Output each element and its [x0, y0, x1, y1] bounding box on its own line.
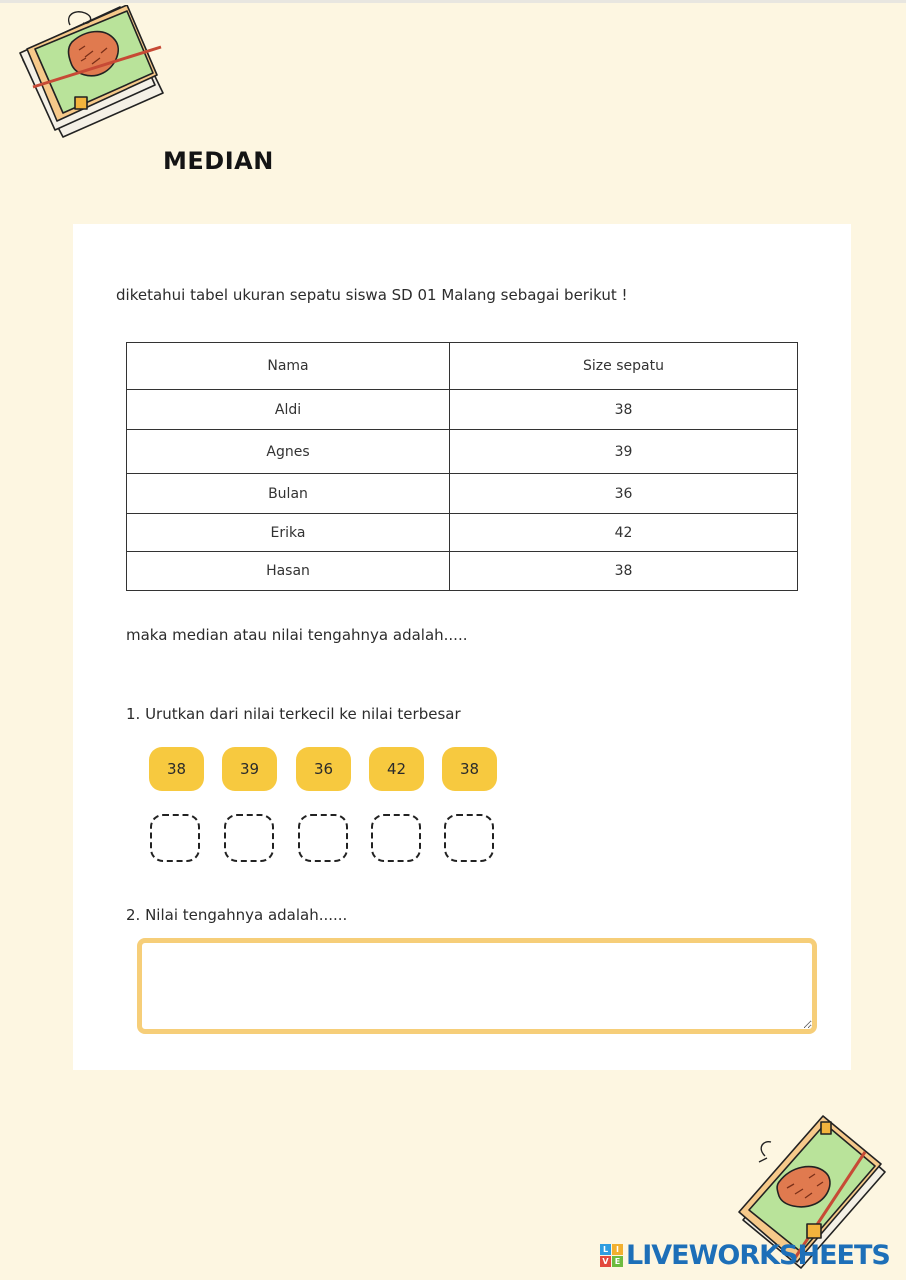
table-cell-size: 38 [450, 390, 798, 430]
table-header-size: Size sepatu [450, 343, 798, 390]
brand-logo-letter: V [600, 1256, 611, 1267]
brand-logo-letter: I [612, 1244, 623, 1255]
step2-label: 2. Nilai tengahnya adalah...... [126, 906, 348, 924]
table-cell-name: Agnes [127, 430, 450, 474]
table-cell-name: Erika [127, 514, 450, 552]
drag-chip[interactable]: 39 [222, 747, 277, 791]
drag-chip[interactable]: 38 [149, 747, 204, 791]
page-title: MEDIAN [163, 147, 274, 175]
brand-logo-letter: E [612, 1256, 623, 1267]
worksheet-card [73, 224, 851, 1070]
table-cell-size: 39 [450, 430, 798, 474]
drag-chip[interactable]: 36 [296, 747, 351, 791]
table-cell-size: 42 [450, 514, 798, 552]
drop-slot[interactable] [150, 814, 200, 862]
table-row [127, 430, 798, 474]
drag-chip[interactable]: 42 [369, 747, 424, 791]
table-row [127, 514, 798, 552]
table-header-name: Nama [127, 343, 450, 390]
table-row [127, 390, 798, 430]
table-row [127, 474, 798, 514]
table-header-row [127, 343, 798, 390]
brand-logo-letter: L [600, 1244, 611, 1255]
table-cell-name: Bulan [127, 474, 450, 514]
brand-logo-icon [600, 1244, 623, 1267]
drop-slot[interactable] [224, 814, 274, 862]
step1-label: 1. Urutkan dari nilai terkecil ke nilai terbesar [126, 705, 461, 723]
shoe-size-table [126, 342, 798, 591]
table-cell-name: Hasan [127, 552, 450, 591]
drag-chip[interactable]: 38 [442, 747, 497, 791]
brand-text: LIVEWORKSHEETS [626, 1239, 890, 1271]
question-text: maka median atau nilai tengahnya adalah..... [126, 626, 468, 644]
table-row [127, 552, 798, 591]
notebook-icon [15, 5, 170, 140]
drop-slot[interactable] [371, 814, 421, 862]
answer-input[interactable] [137, 938, 817, 1034]
table-cell-size: 36 [450, 474, 798, 514]
liveworksheets-brand [600, 1240, 890, 1270]
drop-slot[interactable] [444, 814, 494, 862]
table-cell-size: 38 [450, 552, 798, 591]
drop-slot[interactable] [298, 814, 348, 862]
intro-text: diketahui tabel ukuran sepatu siswa SD 01 Malang sebagai berikut ! [116, 286, 628, 304]
table-cell-name: Aldi [127, 390, 450, 430]
top-strip [0, 0, 906, 3]
